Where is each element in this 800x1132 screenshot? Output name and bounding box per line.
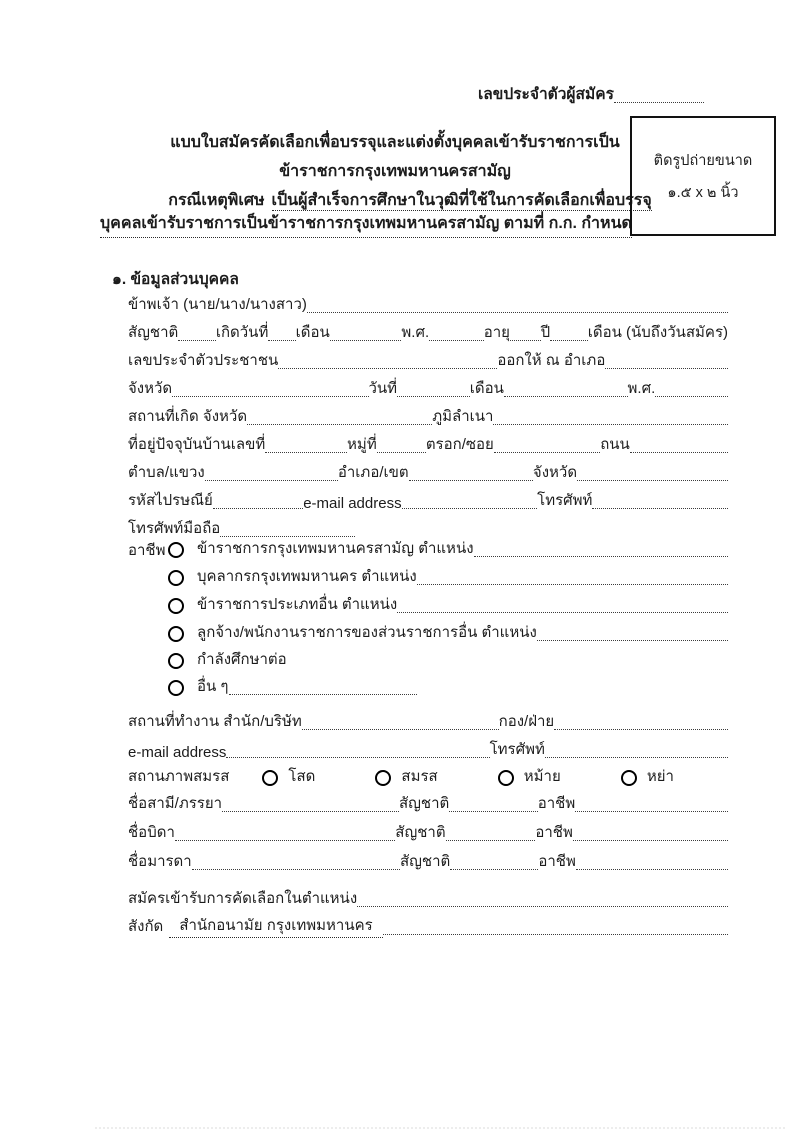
- form-title-line1: แบบใบสมัครคัดเลือกเพื่อบรรจุและแต่งตั้งบุคคลเข้ารับราชการเป็น: [170, 134, 620, 151]
- birthplace-field[interactable]: [247, 424, 432, 425]
- spouse-name-field[interactable]: [222, 811, 399, 812]
- applicant-number-label: เลขประจำตัวผู้สมัคร: [478, 86, 614, 103]
- father-line: [128, 822, 728, 844]
- photo-box-text2: ๑.๕ x ๒ นิ้ว: [667, 184, 739, 201]
- district-field[interactable]: [409, 480, 533, 481]
- occupation-position-field-2[interactable]: [417, 584, 728, 585]
- year-unit-label: ปี: [540, 324, 551, 341]
- marital-status-label: สถานภาพสมรส: [128, 768, 230, 785]
- email-label: e-mail address: [303, 495, 402, 512]
- citizen-id-label: เลขประจำตัวประชาชน: [128, 352, 279, 369]
- occupation-option-row: [168, 566, 728, 588]
- occupation-option-label: ข้าราชการกรุงเทพมหานครสามัญ ตำแหน่ง: [197, 540, 474, 557]
- workplace-field[interactable]: [302, 729, 499, 730]
- division-field[interactable]: [554, 729, 728, 730]
- mother-name-field[interactable]: [192, 869, 400, 870]
- occupation-radio-bma-official[interactable]: [168, 542, 184, 558]
- form-title-line2: ข้าราชการกรุงเทพมหานครสามัญ: [279, 163, 511, 180]
- occupation-other-field[interactable]: [229, 694, 417, 695]
- occupation-option-label: กำลังศึกษาต่อ: [197, 651, 287, 668]
- mother-line: [128, 851, 728, 873]
- address-label: ที่อยู่ปัจจุบันบ้านเลขที่: [128, 436, 266, 453]
- age-months-field[interactable]: [550, 340, 588, 341]
- issue-date-label: วันที่: [368, 380, 398, 397]
- marital-status-line: [128, 766, 728, 788]
- id-issue-province-line: [128, 378, 728, 400]
- issued-at-label: ออกให้ ณ อำเภอ: [497, 352, 606, 369]
- age-years-field[interactable]: [510, 340, 541, 341]
- birthplace-line: [128, 406, 728, 428]
- issue-province-field[interactable]: [172, 396, 368, 397]
- mobile-label: โทรศัพท์มือถือ: [128, 520, 221, 537]
- spouse-occupation-field[interactable]: [575, 811, 728, 812]
- mother-nationality-field[interactable]: [450, 869, 538, 870]
- marital-option-label: หย่า: [646, 768, 674, 785]
- title-line3-underlined: เป็นผู้สำเร็จการศึกษาในวุฒิที่ใช้ในการคัดเลือกเพื่อบรรจุ: [271, 192, 652, 209]
- subdistrict-label: ตำบล/แขวง: [128, 464, 205, 481]
- division-label: กอง/ฝ่าย: [498, 713, 555, 730]
- email-field[interactable]: [402, 508, 538, 509]
- mother-label: ชื่อมารดา: [128, 853, 192, 870]
- occupation-option-label: บุคลากรกรุงเทพมหานคร ตำแหน่ง: [197, 568, 417, 585]
- occupation-option-row: [168, 538, 728, 560]
- occupation-radio-studying[interactable]: [168, 653, 184, 669]
- work-email-field[interactable]: [226, 757, 489, 758]
- father-label: ชื่อบิดา: [128, 824, 175, 841]
- issue-year-field[interactable]: [655, 396, 728, 397]
- issue-month-label: เดือน: [469, 380, 504, 397]
- nationality-label: สัญชาติ: [128, 324, 179, 341]
- occupation-option-label: ข้าราชการประเภทอื่น ตำแหน่ง: [197, 596, 398, 613]
- road-label: ถนน: [600, 436, 630, 453]
- issue-month-field[interactable]: [504, 396, 628, 397]
- applied-position-line: [128, 888, 728, 910]
- occupation-radio-bma-personnel[interactable]: [168, 570, 184, 586]
- spouse-nationality-label: สัญชาติ: [398, 795, 450, 812]
- affiliation-field[interactable]: [383, 934, 728, 935]
- province-field[interactable]: [577, 480, 728, 481]
- road-field[interactable]: [630, 452, 728, 453]
- moo-label: หมู่ที่: [347, 436, 377, 453]
- postal-code-label: รหัสไปรษณีย์: [128, 492, 213, 509]
- birthyear-label: พ.ศ.: [401, 324, 430, 341]
- issued-at-field[interactable]: [605, 368, 728, 369]
- form-title-line4: บุคคลเข้ารับราชการเป็นข้าราชการกรุงเทพมหานครสามัญ ตามที่ ก.ก. กำหนด: [100, 214, 648, 238]
- occupation-position-field-1[interactable]: [474, 556, 728, 557]
- marital-option-label: หม้าย: [523, 768, 561, 785]
- lane-field[interactable]: [494, 452, 600, 453]
- father-nationality-field[interactable]: [446, 840, 536, 841]
- district-label: อำเภอ/เขต: [337, 464, 409, 481]
- subdistrict-line: [128, 462, 728, 484]
- birthdate-field[interactable]: [268, 340, 295, 341]
- month-note-label: เดือน (นับถึงวันสมัคร): [587, 324, 729, 341]
- work-phone-field[interactable]: [545, 757, 728, 758]
- birthmonth-label: เดือน: [295, 324, 330, 341]
- issue-year-label: พ.ศ.: [627, 380, 656, 397]
- issue-province-label: จังหวัด: [128, 380, 173, 397]
- birthyear-field[interactable]: [429, 340, 484, 341]
- father-nationality-label: สัญชาติ: [395, 824, 446, 841]
- father-occupation-field[interactable]: [573, 840, 728, 841]
- occupation-option-row: [168, 676, 728, 698]
- father-name-field[interactable]: [175, 840, 395, 841]
- scan-edge-artifact: [95, 1127, 785, 1129]
- occupation-option-row: [168, 622, 728, 644]
- occupation-position-field-4[interactable]: [537, 640, 728, 641]
- phone-field[interactable]: [592, 508, 728, 509]
- applied-position-field[interactable]: [357, 906, 728, 907]
- birthmonth-field[interactable]: [330, 340, 402, 341]
- subdistrict-field[interactable]: [205, 480, 338, 481]
- affiliation-line: [128, 916, 728, 938]
- occupation-label: อาชีพ: [128, 542, 166, 559]
- spouse-nationality-field[interactable]: [449, 811, 537, 812]
- occupation-radio-gov-employee[interactable]: [168, 626, 184, 642]
- father-occupation-label: อาชีพ: [535, 824, 573, 841]
- mother-occupation-field[interactable]: [576, 869, 728, 870]
- occupation-position-field-3[interactable]: [397, 612, 728, 613]
- work-phone-label: โทรศัพท์: [489, 741, 545, 758]
- applied-position-label: สมัครเข้ารับการคัดเลือกในตำแหน่ง: [128, 890, 358, 907]
- domicile-label: ภูมิลำเนา: [432, 408, 494, 425]
- form-title-line3: [130, 188, 690, 213]
- occupation-option-label: ลูกจ้าง/พนักงานราชการของส่วนราชการอื่น ตำแหน่ง: [197, 624, 537, 641]
- nationality-birth-line: [128, 322, 728, 344]
- province-label: จังหวัด: [532, 464, 578, 481]
- spouse-line: [128, 793, 728, 815]
- applicant-number-field[interactable]: [614, 102, 704, 103]
- age-label: อายุ: [483, 324, 510, 341]
- marital-radio-married[interactable]: [375, 770, 391, 786]
- spouse-label: ชื่อสามี/ภรรยา: [128, 795, 223, 812]
- name-line: [128, 294, 728, 316]
- name-field[interactable]: [307, 312, 728, 313]
- birthdate-label: เกิดวันที่: [215, 324, 269, 341]
- postal-code-field[interactable]: [213, 508, 303, 509]
- moo-field[interactable]: [377, 452, 426, 453]
- photo-box-text1: ติดรูปถ่ายขนาด: [653, 152, 753, 169]
- house-no-field[interactable]: [265, 452, 347, 453]
- occupation-radio-other-official[interactable]: [168, 598, 184, 614]
- mother-occupation-label: อาชีพ: [538, 853, 576, 870]
- marital-option-label: สมรส: [401, 768, 438, 785]
- workplace-line: [128, 711, 728, 733]
- photo-attachment-box: [630, 116, 776, 236]
- title-line3-prefix: กรณีเหตุพิเศษ: [168, 192, 265, 209]
- workplace-label: สถานที่ทำงาน สำนัก/บริษัท: [128, 713, 302, 730]
- mother-nationality-label: สัญชาติ: [399, 853, 451, 870]
- postal-email-line: [128, 490, 728, 512]
- occupation-option-label: อื่น ๆ: [197, 678, 229, 695]
- occupation-option-row: [168, 594, 728, 616]
- affiliation-label: สังกัด: [128, 918, 164, 935]
- occupation-radio-other[interactable]: [168, 680, 184, 696]
- citizen-id-field[interactable]: [278, 368, 497, 369]
- phone-label: โทรศัพท์: [537, 492, 593, 509]
- work-email-line: [128, 739, 728, 761]
- work-email-label: e-mail address: [128, 744, 227, 761]
- lane-label: ตรอก/ซอย: [425, 436, 494, 453]
- section1-heading: ๑. ข้อมูลส่วนบุคคล: [112, 271, 239, 288]
- name-label: ข้าพเจ้า (นาย/นาง/นางสาว): [128, 296, 307, 313]
- nationality-field[interactable]: [178, 340, 216, 341]
- applicant-number-line: [478, 84, 790, 106]
- marital-radio-divorced[interactable]: [621, 770, 637, 786]
- marital-radio-widowed[interactable]: [498, 770, 514, 786]
- occupation-option-row: [168, 649, 728, 671]
- birthplace-label: สถานที่เกิด จังหวัด: [128, 408, 248, 425]
- issue-date-field[interactable]: [397, 396, 470, 397]
- marital-radio-single[interactable]: [262, 770, 278, 786]
- marital-option-label: โสด: [288, 768, 316, 785]
- citizen-id-line: [128, 350, 728, 372]
- spouse-occupation-label: อาชีพ: [537, 795, 576, 812]
- domicile-field[interactable]: [493, 424, 728, 425]
- address-line: [128, 434, 728, 456]
- affiliation-value[interactable]: สำนักอนามัย กรุงเทพมหานคร: [169, 913, 382, 938]
